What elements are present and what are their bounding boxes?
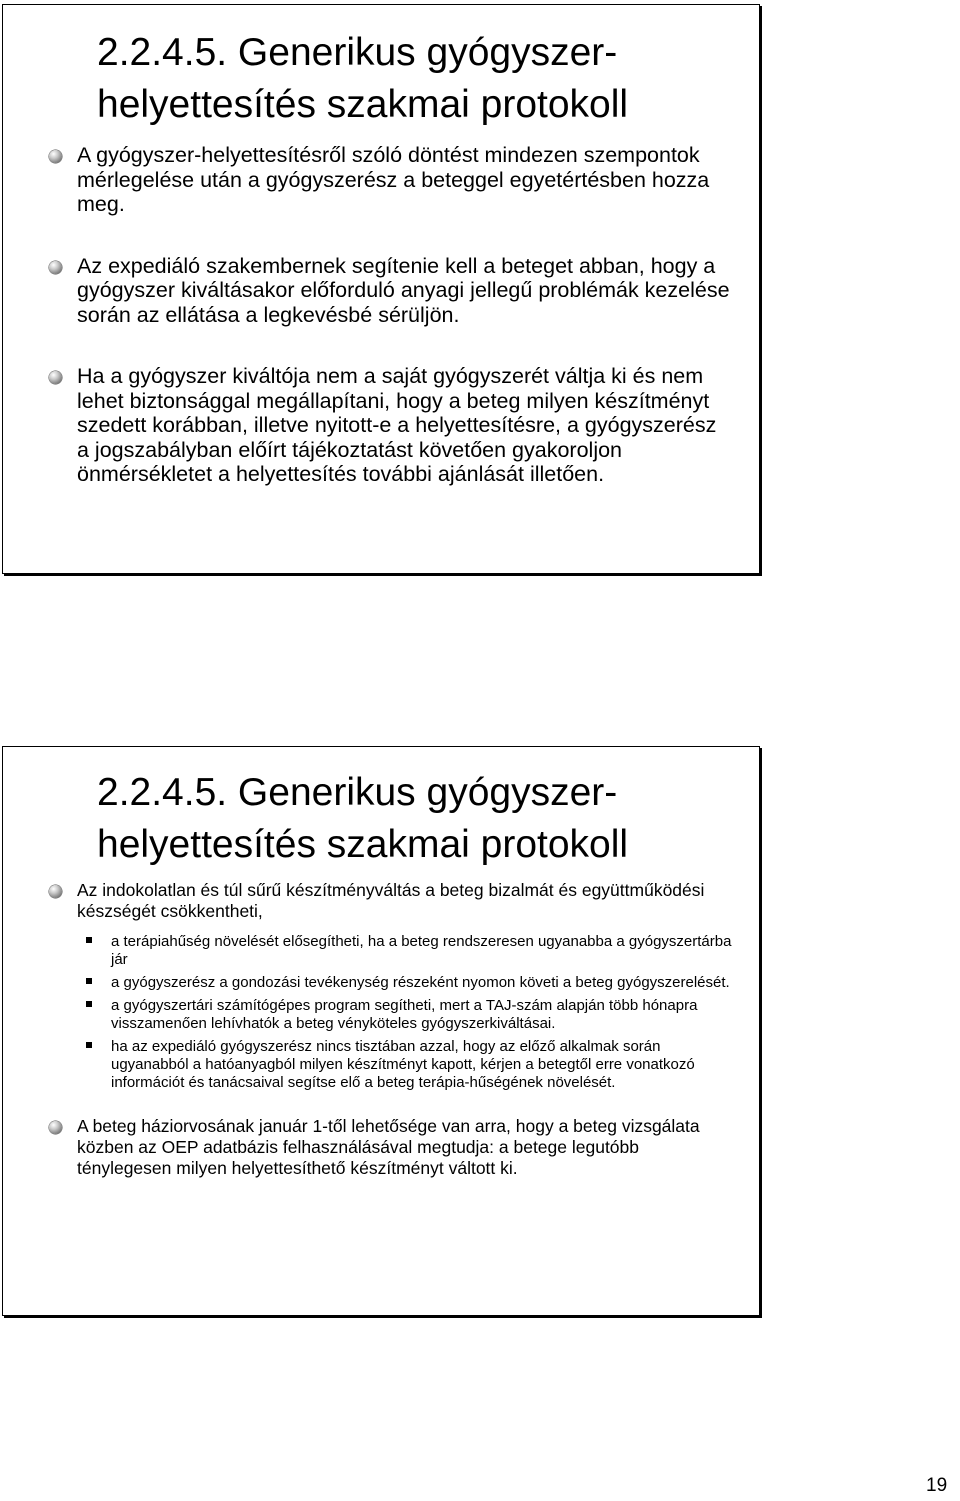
slide-1-title (97, 27, 737, 131)
slide-2-title (97, 767, 737, 871)
sub-bullet-2 (77, 974, 733, 992)
square-bullet-icon (86, 978, 92, 984)
sub-bullet-4 (77, 1038, 733, 1092)
slide-2-title-line-2: helyettesítés szakmai protokoll (97, 823, 629, 866)
bullet-text: Ha a gyógyszer kiváltója nem a saját gyógyszerét váltja ki és nem lehet biztonsággal megállapítani, hogy a beteg milyen készítményt szedett korábban, illetve nyitott-e a helyettesítésre, a gyógyszerész a jogszabályban előírt tájékoztatást követően gyakoroljon önmérsékletet a helyettesítés további ajánlását illetően. (77, 364, 717, 486)
sub-bullet-3 (77, 997, 733, 1033)
bullet-text: Az expediáló szakembernek segítenie kell a beteget abban, hogy a gyógyszer kiváltásakor előforduló anyagi jellegű problémák kezelése során az ellátása a legkevésbé sérüljön. (77, 253, 730, 327)
sub-bullet-1 (77, 933, 733, 969)
slide-1-bullet-list (43, 143, 733, 487)
slide-1 (2, 4, 760, 574)
sphere-bullet-icon (49, 150, 62, 163)
sub-bullet-text: a gyógyszerész a gondozási tevékenység részeként nyomon követi a beteg gyógyszerelését. (111, 974, 730, 991)
sphere-bullet-icon (49, 1121, 62, 1134)
sphere-bullet-icon (49, 371, 62, 384)
sphere-bullet-icon (49, 261, 62, 274)
slide-1-title-line-1: 2.2.4.5. Generikus gyógyszer- (97, 31, 618, 74)
slide-2-bullet-2 (43, 1116, 733, 1179)
bullet-text: A gyógyszer-helyettesítésről szóló döntést mindezen szempontok mérlegelése után a gyógyszerész a beteggel egyetértésben hozza meg. (77, 143, 710, 216)
sub-bullet-text: a gyógyszertári számítógépes program segítheti, mert a TAJ-szám alapján több hónapra visszamenően lehívhatók a beteg vényköteles gyógyszerkiváltásai. (111, 997, 698, 1032)
sub-bullet-text: a terápiahűség növelését elősegítheti, ha a beteg rendszeresen ugyanabba a gyógyszertárba jár (111, 933, 732, 968)
page-number: 19 (926, 1475, 948, 1496)
slide-2-title-line-1: 2.2.4.5. Generikus gyógyszer- (97, 771, 618, 814)
slide-2-bullet-list (43, 880, 733, 1179)
slide-1-title-line-2: helyettesítés szakmai protokoll (97, 83, 629, 126)
slide-1-bullet-3 (43, 364, 733, 487)
square-bullet-icon (86, 1042, 92, 1048)
sphere-bullet-icon (49, 885, 62, 898)
sub-bullet-list (77, 933, 733, 1092)
slide-2 (2, 746, 760, 1316)
bullet-text: A beteg háziorvosának január 1-től lehetősége van arra, hogy a beteg vizsgálata közben az OEP adatbázis felhasználásával megtudja: a betege legutóbb ténylegesen milyen helyettesíthető készítményt váltott ki. (77, 1116, 700, 1178)
slide-1-bullet-1 (43, 143, 733, 217)
bullet-text: Az indokolatlan és túl sűrű készítményváltás a beteg bizalmát és együttműködési készségét csökkentheti, (77, 880, 705, 921)
slide-2-bullet-1 (43, 880, 733, 1092)
square-bullet-icon (86, 1001, 92, 1007)
square-bullet-icon (86, 937, 92, 943)
sub-bullet-text: ha az expediáló gyógyszerész nincs tisztában azzal, hogy az előző alkalmak során ugyanabból a hatóanyagból milyen készítményt kapott, kérjen a betegtől erre vonatkozó információt és tanácsaival segítse elő a beteg terápia-hűségének növelését. (111, 1038, 695, 1091)
slide-1-bullet-2 (43, 254, 733, 328)
